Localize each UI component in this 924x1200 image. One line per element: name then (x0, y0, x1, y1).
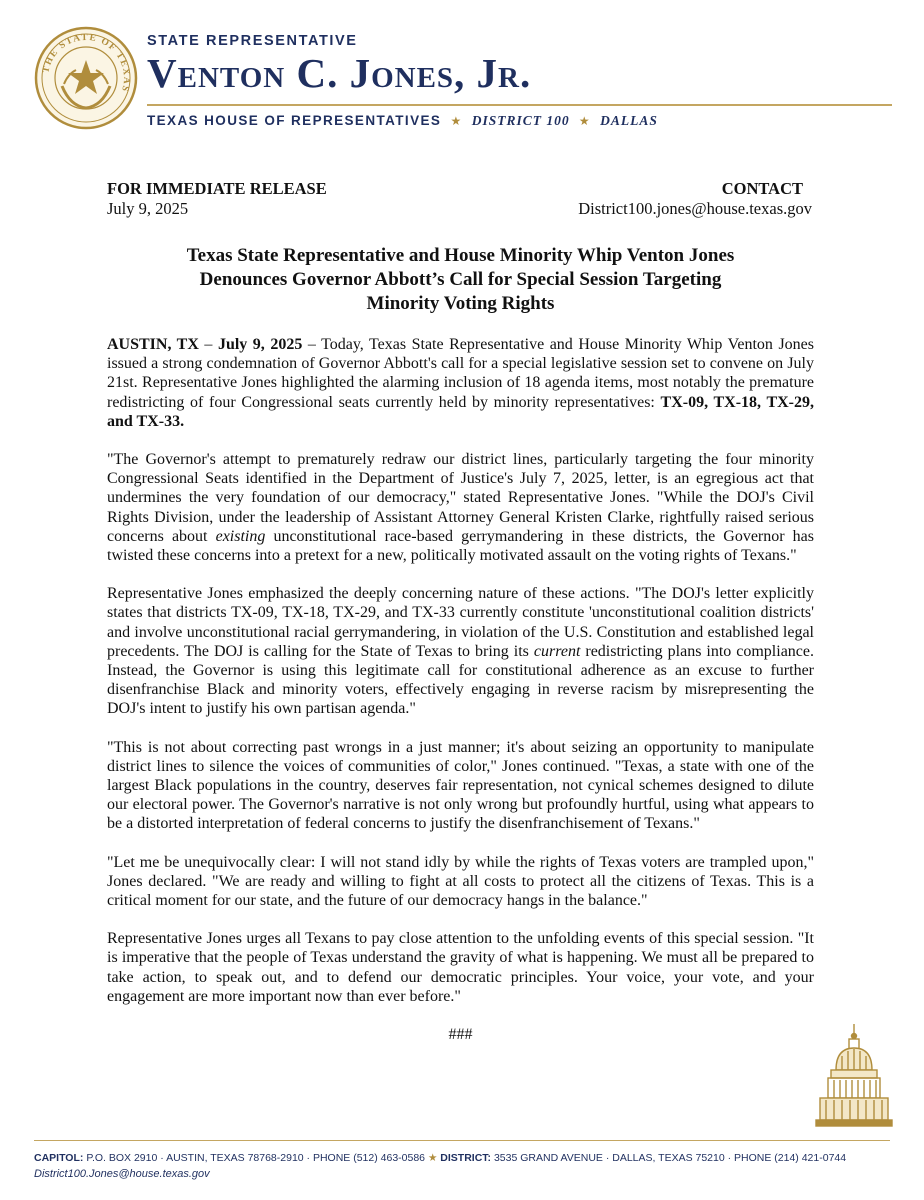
svg-text:THE STATE OF TEXAS: THE STATE OF TEXAS (41, 32, 132, 94)
headline-line: Denounces Governor Abbott’s Call for Special Session Targeting (199, 269, 722, 290)
star-icon: ★ (450, 114, 463, 128)
headline-line: Texas State Representative and House Minority Whip Venton Jones (186, 245, 735, 266)
end-mark: ### (448, 1026, 473, 1044)
contact-label: CONTACT (721, 179, 803, 198)
district-address: 3535 GRAND AVENUE · DALLAS, TEXAS 75210 · PHONE (214) 421-0744 (493, 1152, 847, 1164)
star-icon: ★ (578, 114, 592, 128)
contact-info (578, 179, 812, 219)
paragraph-intro (107, 335, 814, 431)
star-icon: ★ (427, 1152, 438, 1164)
footer-addresses (34, 1150, 894, 1166)
paragraph-quote-2 (107, 584, 814, 718)
capitol-label: CAPITOL: (34, 1152, 84, 1164)
chamber-name: TEXAS HOUSE OF REPRESENTATIVES (147, 113, 442, 128)
dateline-dash: – (198, 336, 218, 353)
capitol-dome-icon (814, 1022, 894, 1128)
capitol-address: P.O. BOX 2910 · AUSTIN, TEXAS 78768-2910 · PHONE (512) 463-0586 (86, 1152, 426, 1164)
representative-name: Venton C. Jones, Jr. (147, 50, 532, 96)
paragraph-quote-1 (107, 450, 814, 565)
paragraph-text: – Today, Texas State Representative and House Minority Whip Venton Jones issued a strong condemnation of Governor Abbott's call for a special legislative session set to convene on July 21st. Representative Jones highlighted the alarming inclusion of 18 agenda items, most notably the premature redistricting of four Congressional seats currently held by minority representatives: (107, 336, 815, 411)
paragraph-text: redistricting plans into compliance. Instead, the Governor is using this legitimate call for constitutional adherence as an excuse to further disenfranchise Black and minority voters, effectively engaging in reverse racism by misrepresenting the DOJ's intent to justify his own partisan agenda." (107, 642, 815, 718)
emphasis: existing (215, 527, 266, 545)
footer-divider (34, 1140, 890, 1141)
press-release-body (107, 335, 814, 1044)
letterhead-divider (147, 104, 892, 106)
letterhead-subline (147, 113, 892, 129)
paragraph-quote-4: "Let me be unequivocally clear: I will not stand idly by while the rights of Texas voters are trampled upon," Jones declared. "We are ready and willing to fight at all costs to protect all the citizens of Texas. This is a critical moment for our state, and the future of our democracy hangs in the balance." (107, 853, 814, 910)
letterhead-kicker: STATE REPRESENTATIVE (147, 33, 358, 49)
footer (34, 1150, 894, 1182)
paragraph-text: unconstitutional race-based gerrymandering in these districts, the Governor has twisted these concerns into a pretext for a new, politically motivated assault on the voting rights of Texans." (107, 527, 815, 565)
headline-line: Minority Voting Rights (366, 293, 555, 314)
dateline: AUSTIN, TX (107, 336, 199, 353)
district-name: DISTRICT 100 (471, 113, 570, 128)
contact-email[interactable]: District100.jones@house.texas.gov (578, 199, 812, 218)
release-date: July 9, 2025 (107, 199, 189, 218)
city-name: DALLAS (600, 113, 658, 128)
paragraph-text: "The Governor's attempt to prematurely redraw our district lines, particularly targeting the four minority Congressional Seats identified in the Department of Justice's July 7, 2025, letter, is an egregious act that undermines the very foundation of our democracy," stated Representative Jones. "While the DOJ's Civil Rights Division, under the leadership of Assistant Attorney General Kristen Clarke, rightfully raised serious concerns about (107, 451, 814, 545)
paragraph-quote-3: "This is not about correcting past wrongs in a just manner; it's about seizing an opportunity to manipulate district lines to silence the voices of communities of color," Jones continued. "Texas, a state with one of the largest Black populations in the country, deserves fair representation, not cynical schemes designed to dilute our electoral power. The Governor's narrative is not only wrong but profoundly hurtful, using what appears to be a distorted interpretation of federal concerns to justify the disenfranchisement of Texans." (107, 738, 814, 833)
headline (107, 244, 814, 316)
district-label: DISTRICT: (440, 1152, 492, 1164)
footer-email[interactable]: District100.Jones@house.texas.gov (34, 1168, 210, 1180)
release-info (107, 179, 327, 219)
paragraph-text: Representative Jones emphasized the deeply concerning nature of these actions. "The DOJ's letter explicitly states that districts TX-09, TX-18, TX-29, and TX-33 currently constitute 'unconstitutional coalition districts' and involve unconstitutional racial gerrymandering, in violation of the U.S. Constitution and established legal precedents. The DOJ is calling for the State of Texas to bring its (107, 585, 814, 660)
dateline-date: July 9, 2025 (217, 336, 303, 353)
texas-state-seal (34, 26, 138, 130)
letterhead (147, 33, 892, 129)
districts-list: TX-09, TX-18, TX-29, and TX-33. (107, 393, 814, 430)
paragraph-closing: Representative Jones urges all Texans to pay close attention to the unfolding events of this special session. "It is imperative that the people of Texas understand the gravity of what is happening. We must all be prepared to take action, to speak out, and to defend our democratic principles. Your voice, your vote, and your engagement are more important now than ever before." (107, 930, 814, 1005)
release-label: FOR IMMEDIATE RELEASE (107, 179, 327, 198)
emphasis: current (533, 642, 581, 660)
